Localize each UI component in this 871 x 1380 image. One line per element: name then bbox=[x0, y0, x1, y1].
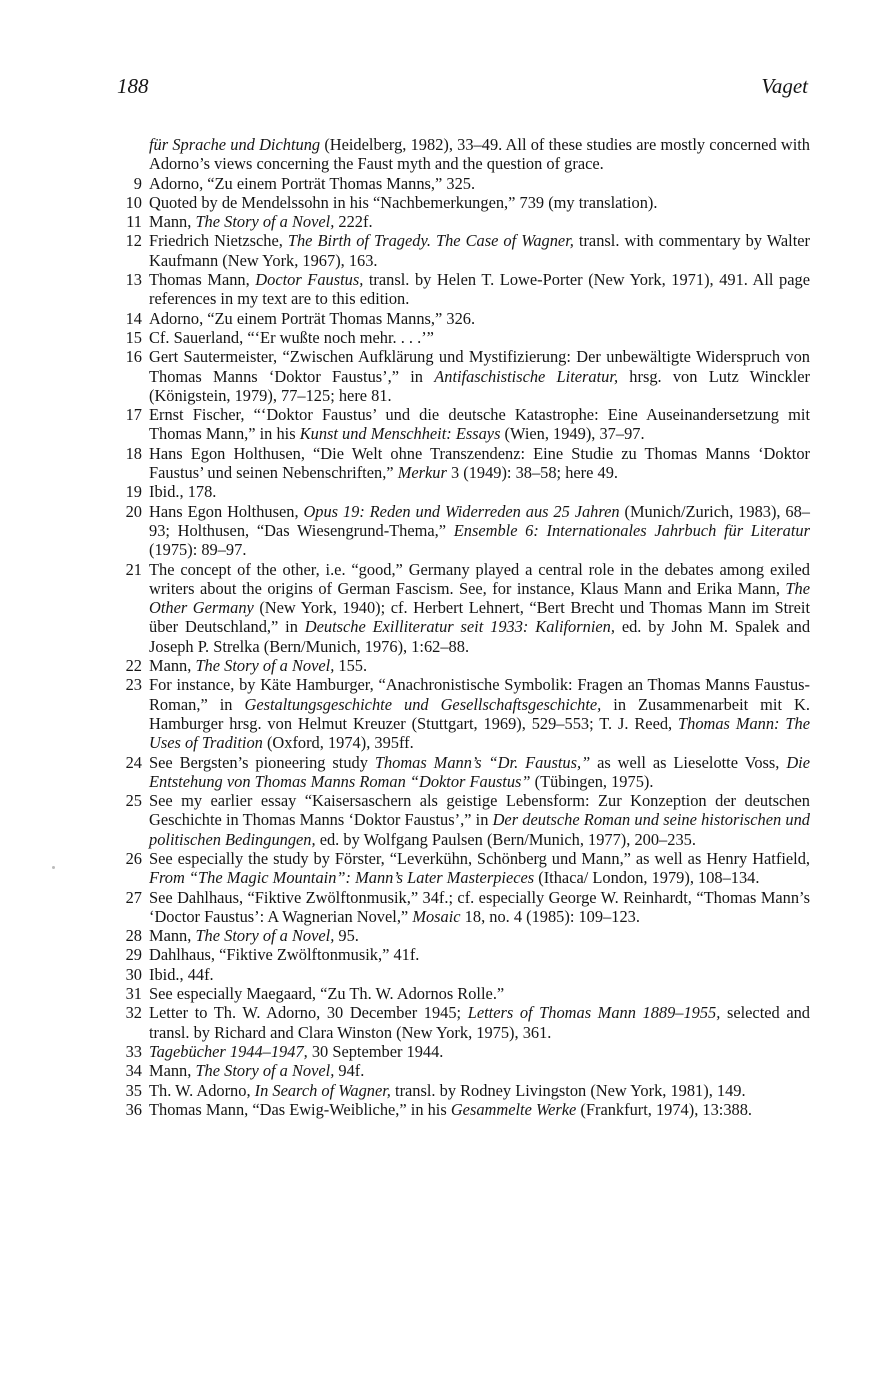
endnote bbox=[118, 1061, 810, 1080]
endnote-number bbox=[118, 135, 149, 174]
endnote bbox=[118, 1003, 810, 1042]
endnote-number: 13 bbox=[125, 270, 142, 290]
endnote bbox=[118, 656, 810, 675]
margin-mark bbox=[52, 866, 55, 869]
endnote-text: Letter to Th. W. Adorno, 30 December 1945; Letters of Thomas Mann 1889–1955, selected and transl. by Richard and Clara Winston (New York, 1975), 361. bbox=[149, 1003, 810, 1042]
endnote-text: Hans Egon Holthusen, Opus 19: Reden und Widerreden aus 25 Jahren (Munich/Zurich, 1983), 68–93; Holthusen, “Das Wiesengrund-Thema,” Ensemble 6: Internationales Jahrbuch für Literatur (1975): 89–97. bbox=[149, 501, 810, 560]
endnote bbox=[118, 212, 810, 231]
page-number: 188 bbox=[117, 74, 149, 98]
endnote-text: See especially Maegaard, “Zu Th. W. Adornos Rolle.” bbox=[149, 984, 505, 1004]
endnote bbox=[118, 560, 810, 656]
endnote bbox=[118, 926, 810, 945]
endnote-number: 18 bbox=[125, 443, 142, 463]
running-head: Vaget bbox=[761, 74, 808, 98]
endnote-text: Friedrich Nietzsche, The Birth of Tragedy. The Case of Wagner, transl. with commentary by Walter Kaufmann (New York, 1967), 163. bbox=[149, 231, 810, 270]
endnote-number: 22 bbox=[125, 656, 142, 676]
endnote-text: Ibid., 178. bbox=[149, 482, 217, 502]
endnote bbox=[118, 1081, 810, 1100]
endnote-number: 29 bbox=[125, 945, 142, 965]
endnotes-list bbox=[118, 135, 810, 1119]
endnote-text: Gert Sautermeister, “Zwischen Aufklärung und Mystifizierung: Der unbewältigte Widerspruch von Thomas Manns ‘Doktor Faustus’,” in Antifaschistische Literatur, hrsg. von Lutz Winckler (Königstein, 1979), 77–125; here 81. bbox=[149, 347, 811, 405]
endnote-text: See Bergsten’s pioneering study Thomas Mann’s “Dr. Faustus,” as well as Lieselotte Voss, Die Entstehung von Thomas Manns Roman “Doktor Faustus” (Tübingen, 1975). bbox=[149, 752, 810, 791]
endnote-number: 12 bbox=[125, 231, 142, 251]
endnote-text: Ernst Fischer, “‘Doktor Faustus’ und die deutsche Katastrophe: Eine Auseinandersetzung mit Thomas Mann,” in his Kunst und Menschheit: Essays (Wien, 1949), 37–97. bbox=[149, 405, 810, 444]
endnote-number: 28 bbox=[125, 926, 142, 946]
endnote bbox=[118, 965, 810, 984]
endnote-text: Mann, The Story of a Novel, 94f. bbox=[149, 1061, 365, 1081]
endnote-number: 11 bbox=[126, 212, 142, 232]
endnote-number: 23 bbox=[125, 675, 142, 695]
endnote-text: Adorno, “Zu einem Porträt Thomas Manns,” 325. bbox=[149, 173, 476, 193]
endnote-number: 31 bbox=[125, 984, 142, 1004]
endnote bbox=[118, 1042, 810, 1061]
endnote-text: Quoted by de Mendelssohn in his “Nachbemerkungen,” 739 (my translation). bbox=[149, 192, 658, 212]
endnote-number: 34 bbox=[125, 1061, 142, 1081]
endnote bbox=[118, 482, 810, 501]
endnote-number: 10 bbox=[125, 192, 142, 212]
endnote-text: Thomas Mann, “Das Ewig-Weibliche,” in his Gesammelte Werke (Frankfurt, 1974), 13:388. bbox=[149, 1099, 753, 1119]
endnote-text: For instance, by Käte Hamburger, “Anachronistische Symbolik: Fragen an Thomas Manns Faustus-Roman,” in Gestaltungsgeschichte und Gesellschaftsgeschichte, in Zusammenarbeit mit K. Hamburger hrsg. von Helmut Kreuzer (Stuttgart, 1969), 529–553; T. J. Reed, Thomas Mann: The Uses of Tradition (Oxford, 1974), 395ff. bbox=[149, 675, 810, 753]
endnote-number: 21 bbox=[125, 559, 142, 579]
endnote-number: 19 bbox=[125, 482, 142, 502]
endnote-text: Tagebücher 1944–1947, 30 September 1944. bbox=[149, 1041, 444, 1061]
endnote bbox=[118, 888, 810, 927]
endnote-text: Mann, The Story of a Novel, 155. bbox=[149, 656, 368, 676]
endnote-text: Dahlhaus, “Fiktive Zwölftonmusik,” 41f. bbox=[149, 945, 420, 965]
endnote-number: 17 bbox=[125, 405, 142, 425]
endnote bbox=[118, 791, 810, 849]
endnote bbox=[118, 405, 810, 444]
endnote bbox=[118, 849, 810, 888]
endnote-number: 26 bbox=[125, 848, 142, 868]
endnote-number: 35 bbox=[125, 1080, 142, 1100]
endnote-number: 9 bbox=[133, 173, 142, 193]
endnote-number: 30 bbox=[125, 964, 142, 984]
endnote bbox=[118, 270, 810, 309]
endnote bbox=[118, 309, 810, 328]
endnote-text: Adorno, “Zu einem Porträt Thomas Manns,” 326. bbox=[149, 308, 476, 328]
endnote-number: 36 bbox=[125, 1099, 142, 1119]
endnote-text: See Dahlhaus, “Fiktive Zwölftonmusik,” 34f.; cf. especially George W. Reinhardt, “Thomas Mann’s ‘Doctor Faustus’: A Wagnerian Novel,” Mosaic 18, no. 4 (1985): 109–123. bbox=[149, 887, 810, 926]
endnote-text: Ibid., 44f. bbox=[149, 964, 214, 984]
endnote-text: See my earlier essay “Kaisersaschern als geistige Lebensform: Zur Konzeption der deutschen Geschichte in Thomas Manns ‘Doktor Faustus’,” in Der deutsche Roman und seine historischen und politischen Bedingungen, ed. by Wolfgang Paulsen (Bern/Munich, 1977), 200–235. bbox=[149, 791, 810, 849]
endnote bbox=[118, 753, 810, 792]
endnote bbox=[118, 193, 810, 212]
endnote-number: 25 bbox=[125, 791, 142, 811]
endnote-number: 20 bbox=[125, 501, 142, 521]
endnote bbox=[118, 675, 810, 752]
endnote-text: The concept of the other, i.e. “good,” Germany played a central role in the debates among exiled writers about the origins of German Fascism. See, for instance, Klaus Mann and Erika Mann, The Other Germany (New York, 1940); cf. Herbert Lehnert, “Bert Brecht und Thomas Mann im Streit über Deutschland,” in Deutsche Exilliteratur seit 1933: Kalifornien, ed. by John M. Spalek and Joseph P. Strelka (Bern/Munich, 1976), 1:62–88. bbox=[149, 559, 811, 656]
endnote-number: 16 bbox=[125, 347, 142, 367]
endnote-text: für Sprache und Dichtung (Heidelberg, 1982), 33–49. All of these studies are mostly concerned with Adorno’s views concerning the Faust myth and the question of grace. bbox=[149, 135, 811, 174]
endnote-text: See especially the study by Förster, “Leverkühn, Schönberg und Mann,” as well as Henry Hatfield, From “The Magic Mountain”: Mann’s Later Masterpieces (Ithaca/ London, 1979), 108–134. bbox=[149, 848, 810, 888]
endnote-text: Mann, The Story of a Novel, 222f. bbox=[149, 212, 373, 232]
endnote bbox=[118, 231, 810, 270]
endnote bbox=[118, 502, 810, 560]
endnote-number: 24 bbox=[125, 752, 142, 772]
endnote bbox=[118, 347, 810, 405]
endnote-number: 32 bbox=[125, 1003, 142, 1023]
endnote-number: 27 bbox=[125, 887, 142, 907]
endnote bbox=[118, 444, 810, 483]
endnote bbox=[118, 945, 810, 964]
endnote-number: 14 bbox=[125, 308, 142, 328]
endnote-text: Thomas Mann, Doctor Faustus, transl. by Helen T. Lowe-Porter (New York, 1971), 491. All page references in my text are to this edition. bbox=[149, 270, 811, 309]
endnote bbox=[118, 174, 810, 193]
endnote-number: 33 bbox=[125, 1041, 142, 1061]
endnote bbox=[118, 328, 810, 347]
endnote-text: Th. W. Adorno, In Search of Wagner, transl. by Rodney Livingston (New York, 1981), 149. bbox=[149, 1080, 746, 1100]
endnote-text: Mann, The Story of a Novel, 95. bbox=[149, 926, 359, 946]
endnote-number: 15 bbox=[125, 327, 142, 347]
endnote-text: Hans Egon Holthusen, “Die Welt ohne Transzendenz: Eine Studie zu Thomas Manns ‘Doktor Faustus’ und seinen Nebenschriften,” Merkur 3 (1949): 38–58; here 49. bbox=[149, 443, 810, 483]
endnote bbox=[118, 135, 810, 174]
endnote bbox=[118, 1100, 810, 1119]
endnote-text: Cf. Sauerland, “‘Er wußte noch mehr. . . .’” bbox=[149, 327, 434, 347]
endnote bbox=[118, 984, 810, 1003]
